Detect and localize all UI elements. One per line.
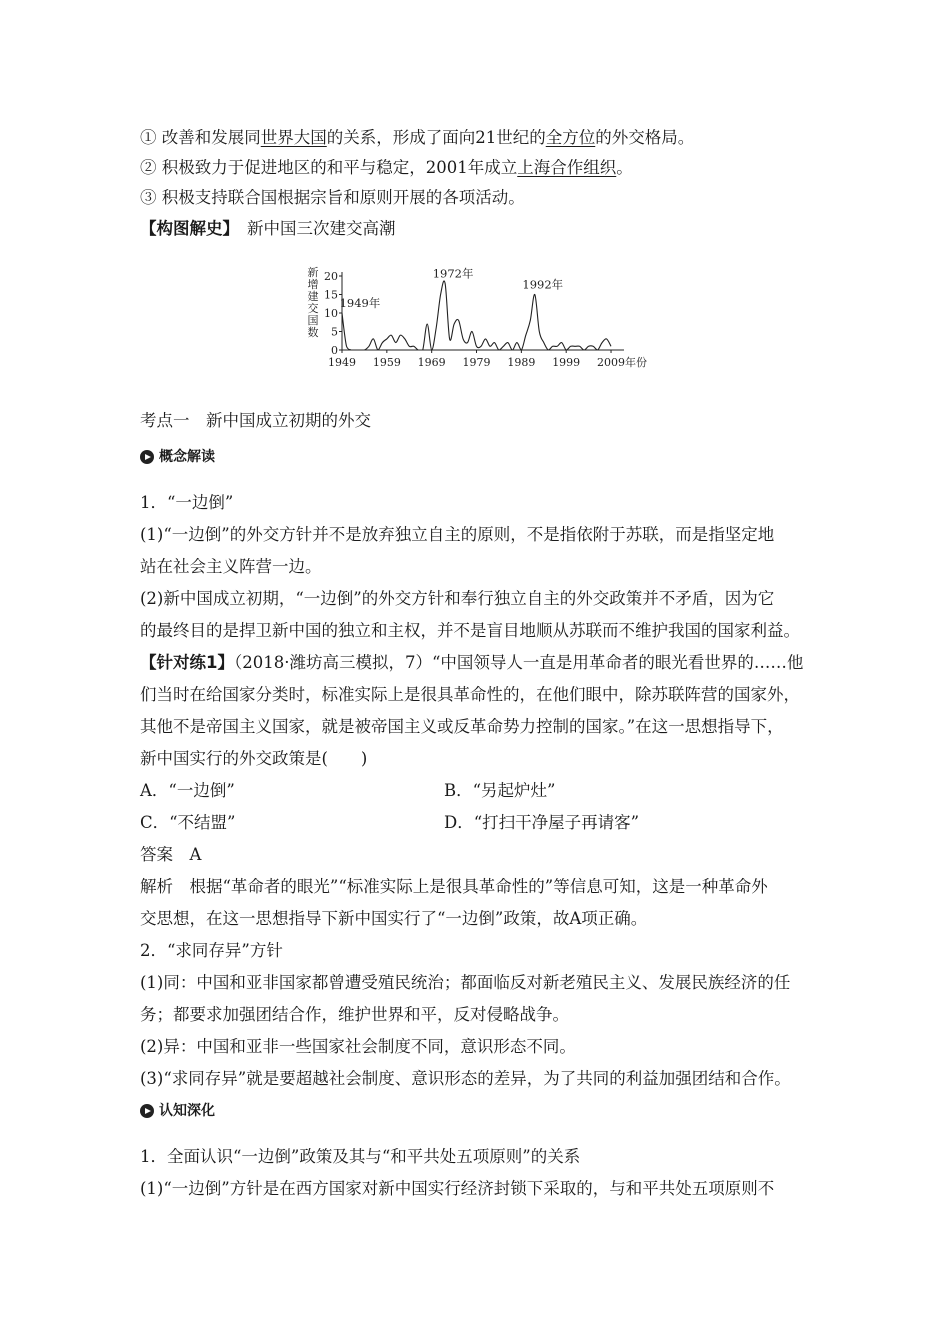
practice-tag: 【针对练1】 [140, 653, 234, 672]
intro-text: 的关系，形成了面向21世纪的 [326, 128, 546, 147]
y-tick-label: 0 [331, 344, 338, 357]
x-tick-label: 2009 [597, 356, 626, 369]
c1-para-2-cont: 的最终目的是捍卫新中国的独立和主权，并不是盲目地顺从苏联而不维护我国的国家利益。 [140, 621, 800, 640]
option-c: C．“不结盟” [140, 813, 236, 832]
chart-axes [339, 272, 624, 350]
intro-text: ① 改善和发展同 [140, 128, 261, 147]
y-label-char: 国 [307, 314, 319, 327]
y-tick-label: 5 [331, 325, 338, 339]
section-heading-deepen [140, 1102, 215, 1120]
c1-para-2: (2)新中国成立初期，“一边倒”的外交方针和奉行独立自主的外交政策并不矛盾，因为它 [140, 589, 775, 608]
explanation-1: 解析 根据“革命者的眼光”“标准实际上是很具革命性的”等信息可知，这是一种革命外 [140, 877, 768, 896]
intro-item-2 [140, 158, 633, 178]
underlined-term: 世界大国 [260, 128, 327, 147]
section-heading-concept [140, 448, 215, 466]
x-ticks [328, 350, 647, 369]
option-a: A．“一边倒” [140, 781, 235, 800]
diplomacy-chart [300, 258, 650, 376]
series-line [339, 281, 611, 350]
practice-line-3: 其他不是帝国主义国家，就是被帝国主义或反革命势力控制的国家。”在这一思想指导下， [140, 717, 784, 736]
goutu-title: 新中国三次建交高潮 [247, 219, 396, 238]
x-tick-label: 1949 [328, 356, 356, 369]
underlined-term: 全方位 [545, 128, 596, 147]
c2-heading: 2．“求同存异”方针 [140, 941, 283, 960]
y-label-char: 建 [307, 290, 319, 303]
practice-line-4: 新中国实行的外交政策是( ) [140, 749, 368, 768]
y-tick-label: 20 [324, 270, 338, 283]
underlined-term: 上海合作组织 [517, 158, 617, 177]
practice-line-1 [140, 653, 803, 673]
x-axis-unit: 年份 [625, 356, 648, 369]
explanation-2: 交思想，在这一思想指导下新中国实行了“一边倒”政策，故A项正确。 [140, 909, 648, 928]
goutu-tag: 【构图解史】 [140, 219, 239, 238]
c1-heading: 1．“一边倒” [140, 493, 234, 512]
x-tick-label: 1959 [372, 356, 401, 369]
peak-annotation: 1992年 [522, 277, 564, 292]
x-tick-label: 1989 [507, 356, 536, 369]
goutu-heading [140, 219, 396, 239]
y-label-char: 数 [307, 326, 319, 339]
answer: 答案 A [140, 845, 202, 864]
y-ticks [324, 270, 342, 357]
x-tick-label: 1969 [417, 356, 446, 369]
option-b: B．“另起炉灶” [444, 781, 556, 800]
x-tick-label: 1999 [552, 356, 581, 369]
intro-text: 。 [616, 158, 633, 177]
option-d: D．“打扫干净屋子再请客” [444, 813, 640, 832]
intro-text: 的外交格局。 [595, 128, 695, 147]
intro-item-1 [140, 128, 694, 148]
c3-heading: 1．全面认识“一边倒”政策及其与“和平共处五项原则”的关系 [140, 1147, 581, 1166]
peak-annotation: 1972年 [432, 266, 474, 281]
y-label-char: 新 [307, 266, 319, 279]
c2-para-3: (3)“求同存异”就是要超越社会制度、意识形态的差异，为了共同的利益加强团结和合作。 [140, 1069, 791, 1088]
c3-para-1: (1)“一边倒”方针是在西方国家对新中国实行经济封锁下采取的，与和平共处五项原则不 [140, 1179, 775, 1198]
y-label-char: 交 [307, 302, 319, 315]
c1-para-1-cont: 站在社会主义阵营一边。 [140, 557, 322, 576]
y-label-char: 增 [307, 278, 319, 291]
kaodian-title: 考点一 新中国成立初期的外交 [140, 411, 371, 430]
practice-line-2: 们当时在给国家分类时，标准实际上是很具革命性的，在他们眼中，除苏联阵营的国家外， [140, 685, 800, 704]
x-tick-label: 1979 [462, 356, 491, 369]
y-tick-label: 10 [324, 307, 338, 320]
y-axis-label [308, 266, 319, 339]
intro-text: ② 积极致力于促进地区的和平与稳定，2001年成立 [140, 158, 518, 177]
play-icon [140, 1104, 154, 1118]
chart-annotations [340, 266, 564, 310]
c2-para-1-cont: 务；都要求加强团结合作，维护世界和平，反对侵略战争。 [140, 1005, 569, 1024]
c1-para-1: (1)“一边倒”的外交方针并不是放弃独立自主的原则，不是指依附于苏联，而是指坚定地 [140, 525, 775, 544]
c2-para-1: (1)同：中国和亚非国家都曾遭受殖民统治；都面临反对新老殖民主义、发展民族经济的任 [140, 973, 791, 992]
c2-para-2: (2)异：中国和亚非一些国家社会制度不同，意识形态不同。 [140, 1037, 576, 1056]
practice-text: （2018·潍坊高三模拟，7）“中国领导人一直是用革命者的眼光看世界的……他 [233, 653, 804, 672]
peak-annotation: 1949年 [339, 296, 381, 310]
section-label: 概念解读 [159, 449, 215, 465]
y-tick-label: 15 [324, 288, 338, 302]
intro-item-3: ③ 积极支持联合国根据宗旨和原则开展的各项活动。 [140, 188, 525, 207]
play-icon [140, 450, 154, 464]
section-label: 认知深化 [159, 1103, 215, 1119]
